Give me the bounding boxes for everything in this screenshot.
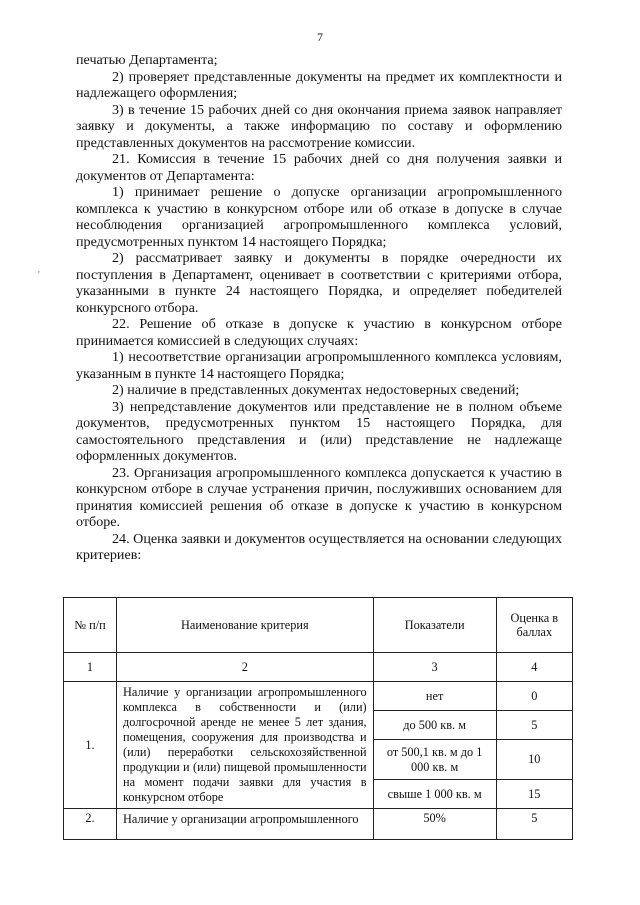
column-number: 1 [64, 653, 117, 682]
indicator-cell: до 500 кв. м [373, 711, 496, 740]
paragraph: 3) непредставление документов или представление не в полном объеме документов, предусмотренных пунктом 15 настоящего Порядка, для самостоятельного представления и (или) представление не надлежаще оформленных документов. [76, 398, 562, 464]
paragraph: 22. Решение об отказе в допуске к участию в конкурсном отборе принимается комиссией в следующих случаях: [76, 316, 562, 349]
header-score: Оценка в баллах [496, 598, 572, 653]
header-criterion: Наименование критерия [117, 598, 374, 653]
paragraph: 1) принимает решение о допуске организации агропромышленного комплекса к участию в конкурсном отборе или об отказе в допуске в случае несоблюдения организацией агропромышленного комплекса условий, предусмотренных пунктом 14 настоящего Порядка; [76, 184, 562, 250]
header-indicators: Показатели [373, 598, 496, 653]
score-cell: 5 [496, 711, 572, 740]
paragraph: 1) несоответствие организации агропромышленного комплекса условиям, указанным в пункте 14 настоящего Порядка; [76, 349, 562, 382]
indicator-cell: от 500,1 кв. м до 1 000 кв. м [373, 740, 496, 779]
table-header-row [64, 598, 573, 653]
paragraph: 21. Комиссия в течение 15 рабочих дней со дня получения заявки и документов от Департамента: [76, 151, 562, 184]
header-number: № п/п [64, 598, 117, 653]
page-number: 7 [317, 30, 323, 44]
score-cell: 15 [496, 779, 572, 808]
column-number: 3 [373, 653, 496, 682]
paragraph: 2) наличие в представленных документах недостоверных сведений; [112, 382, 520, 398]
column-number-row [64, 653, 573, 682]
indicator-cell: свыше 1 000 кв. м [373, 779, 496, 808]
criteria-table [63, 597, 573, 840]
paragraph: 24. Оценка заявки и документов осуществляется на основании следующих критериев: [76, 530, 562, 563]
column-number: 2 [117, 653, 374, 682]
indicator-cell: 50% [373, 809, 496, 840]
row-number: 2. [64, 809, 117, 840]
document-body [76, 52, 562, 564]
row-number: 1. [64, 682, 117, 809]
paragraph: печатью Департамента; [76, 52, 218, 68]
table-row [64, 682, 573, 711]
score-cell: 10 [496, 740, 572, 779]
indicator-cell: нет [373, 682, 496, 711]
score-cell: 5 [496, 809, 572, 840]
paragraph: 2) рассматривает заявку и документы в порядке очередности их поступления в Департамент, оценивает в соответствии с критериями отбора, указанными в пункте 24 настоящего Порядка, и определяет победителей конкурсного отбора. [76, 250, 562, 316]
column-number: 4 [496, 653, 572, 682]
paragraph: 3) в течение 15 рабочих дней со дня окончания приема заявок направляет заявку и документы, а также информацию по составу и оформлению представленных документов на рассмотрение комиссии. [76, 101, 562, 151]
paragraph: 2) проверяет представленные документы на предмет их комплектности и надлежащего оформления; [76, 68, 562, 101]
criterion-text: Наличие у организации агропромышленного комплекса в собственности и (или) долгосрочной аренде не менее 5 лет здания, помещения, сооружения для производства и (или) переработки сельскохозяйственной продукции и (или) пищевой промышленности на момент подачи заявки для участия в конкурсном отборе [117, 682, 374, 809]
paragraph: 23. Организация агропромышленного комплекса допускается к участию в конкурсном отборе в случае устранения причин, послуживших основанием для принятия комиссией решения об отказе в допуске к участию в конкурсном отборе. [76, 464, 562, 530]
table-row [64, 809, 573, 840]
criterion-text: Наличие у организации агропромышленного [117, 809, 374, 840]
margin-mark: ' [38, 270, 40, 281]
score-cell: 0 [496, 682, 572, 711]
